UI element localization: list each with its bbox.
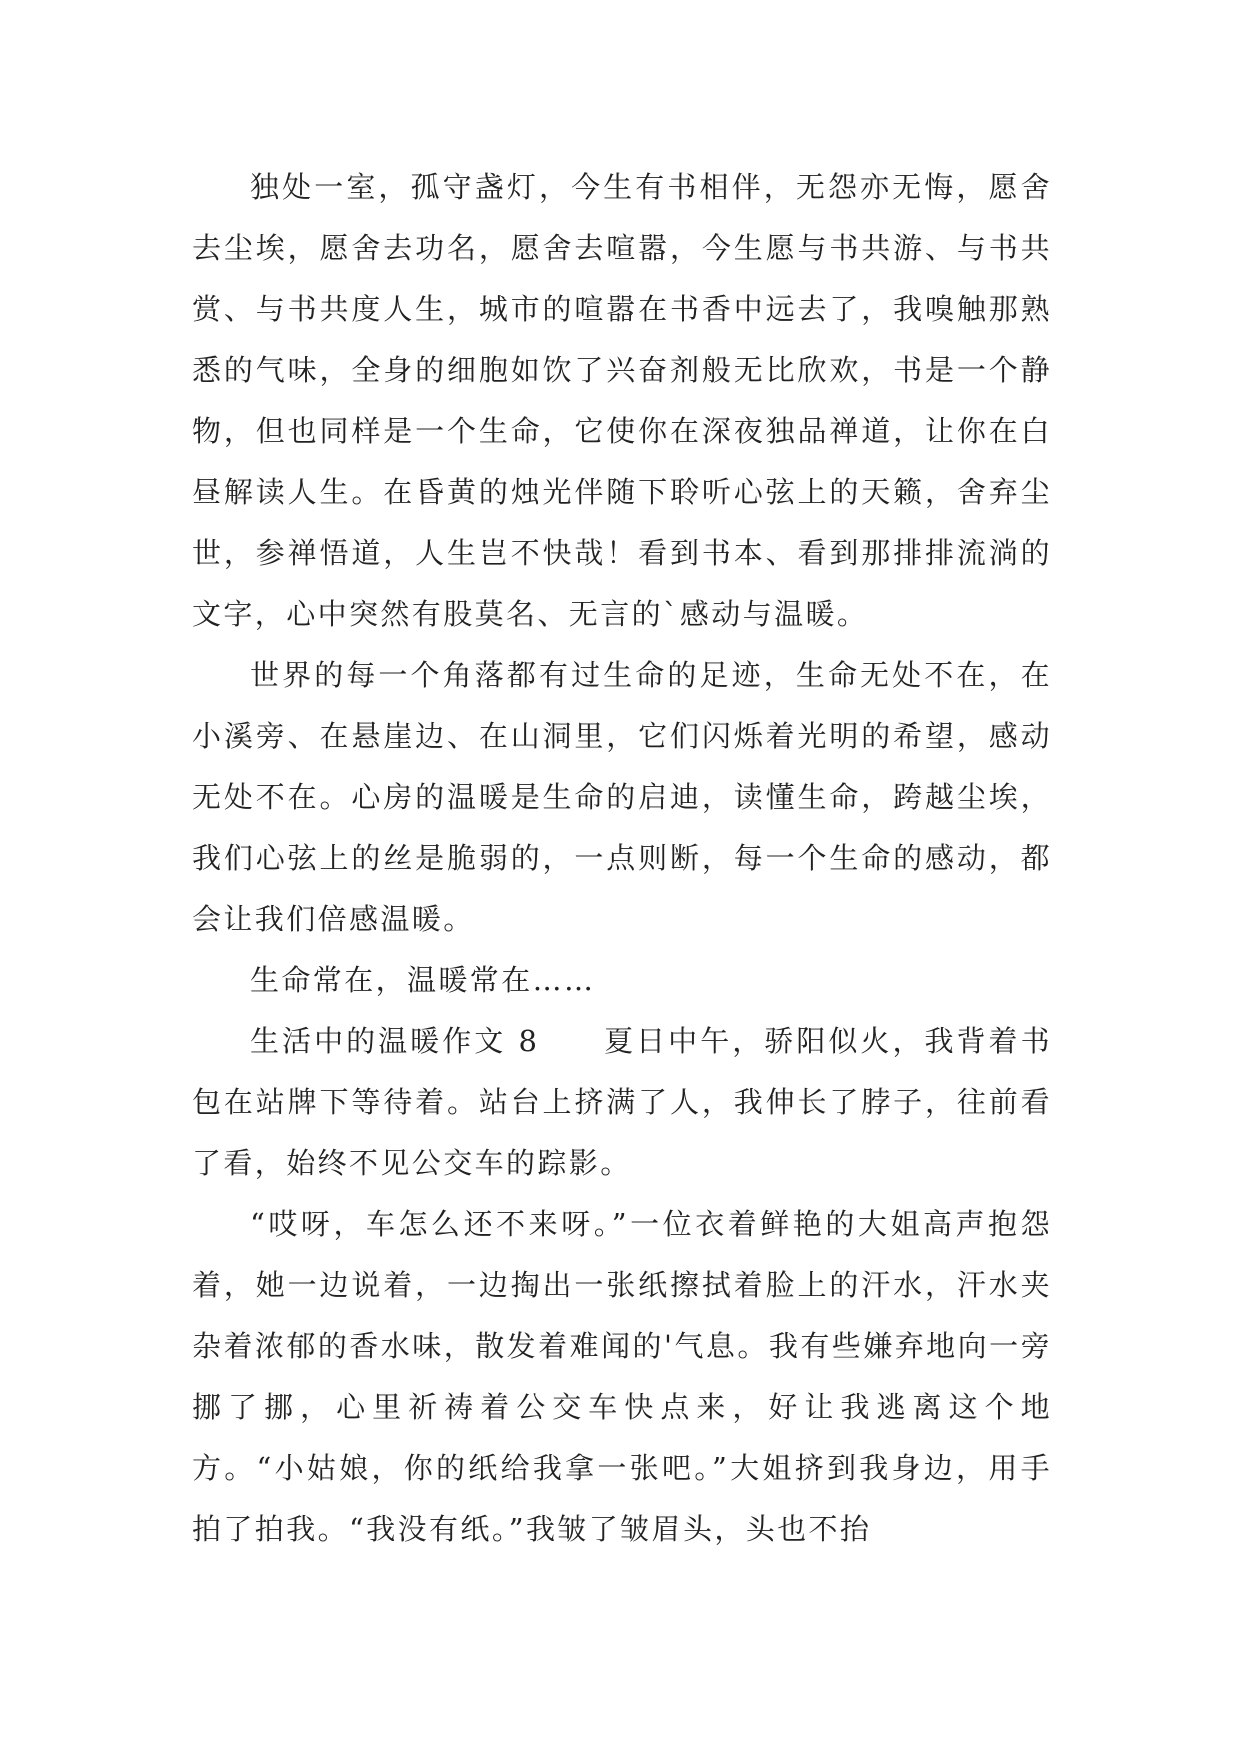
essay-body	[192, 157, 1052, 1560]
paragraph-life-everywhere: 世界的每一个角落都有过生命的足迹，生命无处不在，在小溪旁、在悬崖边、在山洞里，它们闪烁着光明的希望，感动无处不在。心房的温暖是生命的启迪，读懂生命，跨越尘埃，我们心弦上的丝是脆弱的，一点则断，每一个生命的感动，都会让我们倍感温暖。	[192, 658, 1052, 936]
paragraph-life-warmth: 生命常在，温暖常在……	[250, 963, 596, 997]
paragraph-essay-8-intro: 生活中的温暖作文 8 夏日中午，骄阳似火，我背着书包在站牌下等待着。站台上挤满了人，我伸长了脖子，往前看了看，始终不见公交车的踪影。	[192, 1024, 1052, 1180]
paragraph-bus-stop: “哎呀，车怎么还不来呀。”一位衣着鲜艳的大姐高声抱怨着，她一边说着，一边掏出一张纸擦拭着脸上的汗水，汗水夹杂着浓郁的香水味，散发着难闻的'气息。我有些嫌弃地向一旁挪了挪，心里祈祷着公交车快点来，好让我逃离这个地方。“小姑娘，你的纸给我拿一张吧。”大姐挤到我身边，用手拍了拍我。“我没有纸。”我皱了皱眉头，头也不抬	[192, 1207, 1052, 1546]
paragraph-reading-books: 独处一室，孤守盏灯，今生有书相伴，无怨亦无悔，愿舍去尘埃，愿舍去功名，愿舍去喧嚣，今生愿与书共游、与书共赏、与书共度人生，城市的喧嚣在书香中远去了，我嗅触那熟悉的气味，全身的细胞如饮了兴奋剂般无比欣欢，书是一个静物，但也同样是一个生命，它使你在深夜独品禅道，让你在白昼解读人生。在昏黄的烛光伴随下聆听心弦上的天籁，舍弃尘世，参禅悟道，人生岂不快哉！看到书本、看到那排排流淌的文字，心中突然有股莫名、无言的`感动与温暖。	[192, 170, 1052, 631]
